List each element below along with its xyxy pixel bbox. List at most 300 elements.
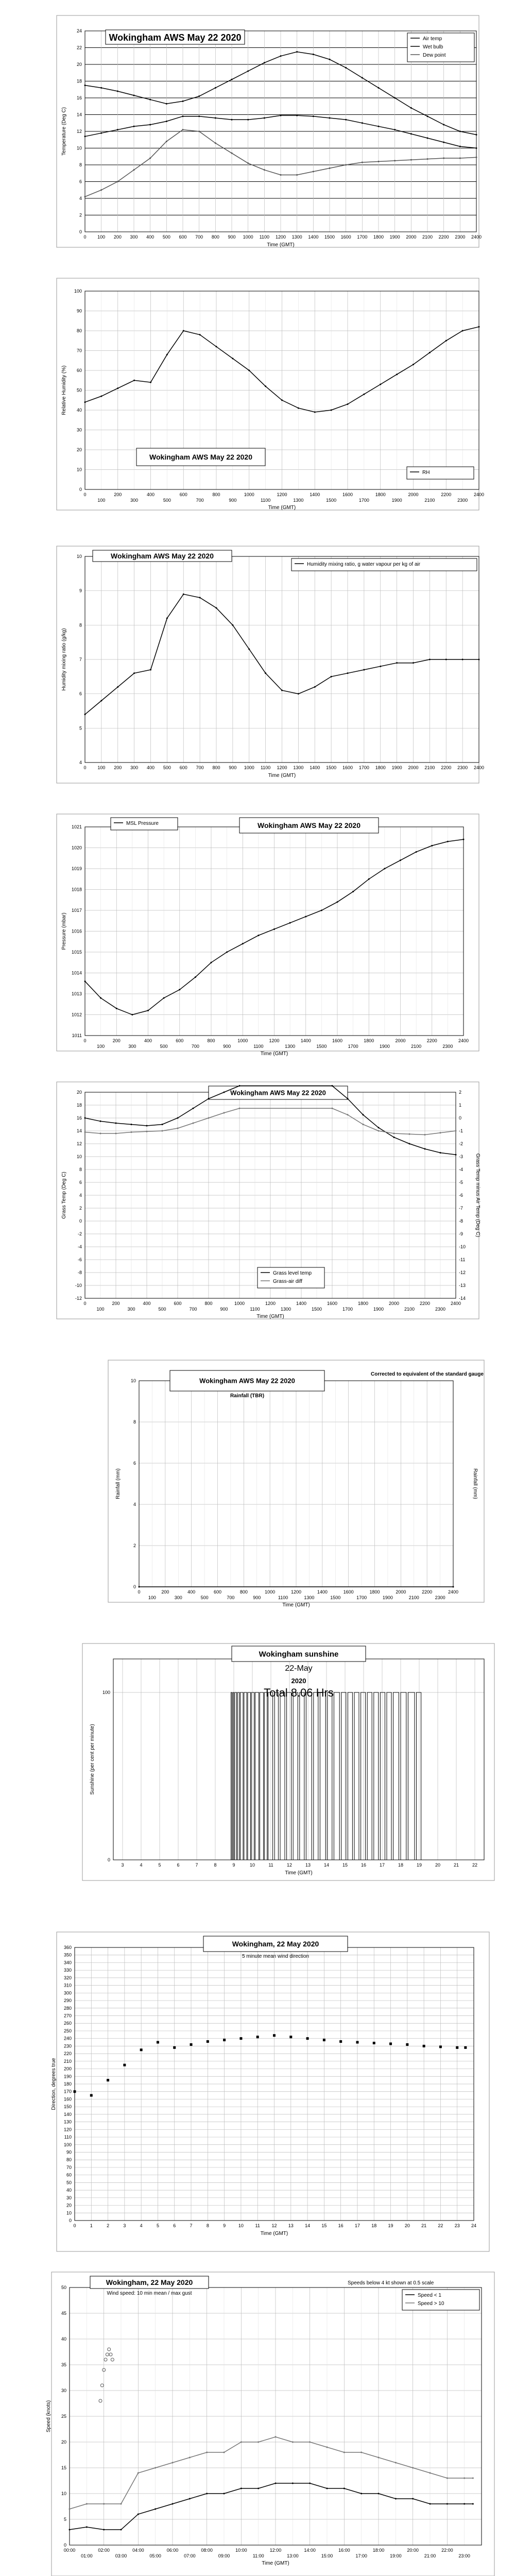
y-tick-label: 340 xyxy=(63,1960,72,1965)
series-point xyxy=(396,662,398,664)
x-tick-label: 1800 xyxy=(373,234,384,240)
series-point xyxy=(380,383,381,385)
y-tick-label: 16 xyxy=(76,1115,82,1121)
y-tick-label: 16 xyxy=(76,95,82,100)
x-tick-label: 1500 xyxy=(326,765,337,770)
series-point xyxy=(345,119,347,121)
x-tick-label-minor: 2300 xyxy=(435,1307,446,1312)
series-point xyxy=(231,79,233,80)
scatter-point xyxy=(323,2039,325,2041)
series-point xyxy=(84,135,86,137)
chart-3 xyxy=(57,546,484,783)
series-point xyxy=(305,916,306,918)
y-right-tick-label: -8 xyxy=(459,1218,464,1224)
x-tick-label: 1700 xyxy=(357,234,368,240)
series-point xyxy=(347,672,349,674)
series-point xyxy=(313,171,314,173)
y-tick-label: 0 xyxy=(79,1218,82,1224)
x-tick-label: 20 xyxy=(435,1862,441,1868)
y-tick-label: -10 xyxy=(75,1283,82,1288)
y-tick-label: 24 xyxy=(76,28,82,33)
series-point xyxy=(313,115,314,117)
chart-title: Wokingham AWS May 22 2020 xyxy=(258,821,360,829)
x-tick-label-minor: 03:00 xyxy=(115,2553,127,2558)
x-tick-label: 1 xyxy=(90,2223,93,2228)
series-point xyxy=(413,364,414,365)
y-tick-label: 30 xyxy=(66,2195,72,2200)
y-tick-label: 210 xyxy=(63,2058,72,2064)
x-tick-label: 21 xyxy=(421,2223,427,2228)
y-tick-label: 20 xyxy=(61,2439,66,2445)
y-tick-label: 8 xyxy=(133,1419,136,1425)
x-tick-label: 1600 xyxy=(343,1589,354,1595)
y-tick-label: 80 xyxy=(66,2157,72,2163)
series-point xyxy=(314,686,316,688)
y-tick-label: 14 xyxy=(76,1128,82,1133)
x-tick-label-minor: 300 xyxy=(130,498,139,503)
y-tick-label: 1020 xyxy=(71,845,82,851)
y-tick-label: 18 xyxy=(76,78,82,84)
series-point xyxy=(69,2509,71,2510)
series-point xyxy=(427,115,428,117)
series-point xyxy=(172,2462,174,2464)
series-point xyxy=(133,672,135,674)
x-tick-label: 1300 xyxy=(291,234,302,240)
y-tick-label: 0 xyxy=(68,2218,72,2223)
series-point xyxy=(189,2498,191,2500)
y-tick-label: 8 xyxy=(79,622,82,628)
x-tick-label-minor: 100 xyxy=(148,1595,156,1600)
series-point xyxy=(445,659,447,660)
x-tick-label-minor: 500 xyxy=(163,498,171,503)
series-point xyxy=(84,714,86,715)
x-tick-label: 0 xyxy=(83,765,87,770)
series-point xyxy=(100,700,102,702)
scatter-point xyxy=(140,2048,143,2051)
x-tick-label: 300 xyxy=(130,234,138,240)
series-point xyxy=(393,1133,395,1134)
x-tick-label: 1800 xyxy=(375,765,386,770)
scatter-point xyxy=(389,2042,392,2045)
series-point xyxy=(360,2493,362,2495)
x-tick-label: 7 xyxy=(195,1862,198,1868)
y-tick-label: 18 xyxy=(76,1103,82,1108)
x-tick-label: 23 xyxy=(454,2223,460,2228)
legend-label: Air temp xyxy=(423,36,442,42)
x-tick-label: 1100 xyxy=(259,234,270,240)
series-point xyxy=(430,2503,431,2505)
x-tick-label-minor: 1900 xyxy=(382,1595,393,1600)
series-point xyxy=(121,2529,122,2531)
x-tick-label-minor: 500 xyxy=(158,1307,166,1312)
series-point xyxy=(459,158,461,159)
x-tick-label: 1900 xyxy=(391,765,402,770)
series-point xyxy=(298,693,299,694)
x-tick-label-minor: 05:00 xyxy=(149,2553,161,2558)
x-tick-label-minor: 07:00 xyxy=(184,2553,196,2558)
x-tick-label: 16 xyxy=(360,1862,367,1868)
series-point xyxy=(429,352,431,353)
series-point xyxy=(378,2457,380,2459)
y-tick-label: 100 xyxy=(102,1690,110,1695)
y-axis-label: Humidity mixing ratio (g/kg) xyxy=(61,628,67,691)
series-point xyxy=(410,159,412,161)
x-tick-label: 2200 xyxy=(441,492,452,497)
chart-7 xyxy=(82,1643,494,1880)
series-point xyxy=(347,1098,349,1099)
x-tick-label-minor: 1100 xyxy=(260,498,271,503)
x-tick-label-minor: 01:00 xyxy=(81,2553,93,2558)
x-tick-label: 8 xyxy=(206,2223,209,2228)
x-tick-label-minor: 1300 xyxy=(280,1307,291,1312)
y-tick-label: 50 xyxy=(66,2180,72,2185)
series-point xyxy=(476,157,477,158)
scatter-point xyxy=(273,2034,276,2037)
series-point xyxy=(133,380,135,381)
series-point xyxy=(296,115,298,116)
x-tick-label: 2400 xyxy=(448,1589,459,1595)
legend-label: Speed < 1 xyxy=(418,2293,441,2298)
series-point xyxy=(447,2503,448,2505)
series-point xyxy=(211,962,212,963)
y-tick-label: 120 xyxy=(63,2127,72,2132)
series-point xyxy=(393,1137,395,1138)
x-tick-label: 1200 xyxy=(277,492,287,497)
series-point xyxy=(443,142,444,143)
series-point xyxy=(193,1123,194,1124)
series-point xyxy=(345,67,347,69)
chart-total: Total 8.06 Hrs xyxy=(264,1686,334,1699)
x-tick-label: 1800 xyxy=(369,1589,380,1595)
series-point xyxy=(459,146,461,147)
y-tick-label: 6 xyxy=(79,179,82,184)
series-point xyxy=(215,117,216,119)
x-tick-label: 600 xyxy=(179,765,187,770)
chart-frame xyxy=(82,1643,494,1880)
x-tick-label: 12 xyxy=(286,1862,293,1868)
x-tick-label: 2400 xyxy=(473,492,485,497)
chart-8 xyxy=(51,1932,489,2251)
series-point xyxy=(347,1114,349,1115)
series-point xyxy=(166,103,167,105)
x-tick-label: 0 xyxy=(83,1301,87,1306)
series-point xyxy=(163,997,165,999)
x-tick-label: 11 xyxy=(268,1862,273,1868)
y-tick-label: 1017 xyxy=(71,908,82,913)
y-tick-label: 250 xyxy=(63,2028,72,2033)
series-point xyxy=(362,162,363,163)
series-point xyxy=(100,189,102,191)
x-axis-label: Time (GMT) xyxy=(262,2561,289,2566)
chart-1 xyxy=(57,15,482,248)
y-tick-label: 12 xyxy=(76,129,82,134)
series-point xyxy=(416,851,417,853)
chart-frame xyxy=(52,2272,494,2576)
series-point xyxy=(309,2483,311,2484)
series-point xyxy=(424,1148,426,1150)
chart-year: 2020 xyxy=(291,1677,306,1685)
series-point xyxy=(248,649,250,650)
y-tick-label: 30 xyxy=(76,427,82,433)
series-point xyxy=(179,989,180,990)
x-tick-label: 06:00 xyxy=(166,2548,179,2553)
series-point xyxy=(103,2503,105,2505)
series-point xyxy=(472,2503,474,2505)
series-point xyxy=(363,394,365,395)
x-tick-label: 200 xyxy=(114,492,122,497)
x-tick-label: 0 xyxy=(83,1038,87,1043)
x-tick-label: 2400 xyxy=(473,765,485,770)
series-point xyxy=(224,2452,225,2453)
series-point xyxy=(394,160,396,161)
x-tick-label: 400 xyxy=(146,234,154,240)
x-tick-label: 800 xyxy=(207,1038,215,1043)
x-tick-label: 10 xyxy=(249,1862,255,1868)
y-tick-label: 70 xyxy=(76,348,82,353)
x-tick-label: 200 xyxy=(112,1301,120,1306)
series-point xyxy=(378,1127,380,1128)
series-point xyxy=(400,859,401,861)
x-tick-label-minor: 1900 xyxy=(373,1307,384,1312)
y-tick-label: 1013 xyxy=(71,991,82,996)
series-point xyxy=(139,1586,140,1588)
series-point xyxy=(344,2488,345,2489)
series-point xyxy=(131,1014,133,1015)
series-point xyxy=(198,131,200,132)
series-point xyxy=(363,1114,364,1115)
x-tick-label: 0 xyxy=(73,2223,76,2228)
x-tick-label: 900 xyxy=(229,765,237,770)
y-tick-label: 10 xyxy=(130,1378,136,1383)
series-point xyxy=(84,196,86,197)
series-point xyxy=(166,121,167,122)
series-point xyxy=(231,152,233,154)
y-tick-label: 10 xyxy=(76,467,82,472)
y-tick-label: 20 xyxy=(76,447,82,452)
scatter-point xyxy=(173,2046,176,2049)
series-point xyxy=(117,686,118,688)
y-right-tick-label: 1 xyxy=(459,1103,462,1108)
x-tick-label: 20 xyxy=(404,2223,410,2228)
series-point xyxy=(208,1117,210,1119)
series-point xyxy=(150,382,151,383)
x-tick-label: 17 xyxy=(379,1862,385,1868)
x-tick-label: 200 xyxy=(113,234,122,240)
y-tick-label: 100 xyxy=(63,2142,72,2147)
x-tick-label: 9 xyxy=(223,2223,226,2228)
x-tick-label: 15 xyxy=(321,2223,327,2228)
scatter-point xyxy=(423,2045,425,2047)
series-point xyxy=(117,129,118,130)
x-tick-label-minor: 500 xyxy=(200,1595,209,1600)
series-point xyxy=(224,1092,225,1093)
y-tick-label: 40 xyxy=(76,408,82,413)
x-tick-label: 2200 xyxy=(426,1038,437,1043)
series-point xyxy=(224,2493,225,2495)
y-tick-label: 10 xyxy=(66,2210,72,2216)
x-tick-label-minor: 2100 xyxy=(404,1307,415,1312)
series-point xyxy=(138,2514,139,2515)
y-tick-label: 15 xyxy=(61,2465,66,2470)
chart-title: Wokingham AWS May 22 2020 xyxy=(109,32,242,43)
series-point xyxy=(247,71,249,72)
x-tick-label-minor: 900 xyxy=(220,1307,228,1312)
series-point xyxy=(275,2436,277,2438)
x-tick-label: 1100 xyxy=(260,765,271,770)
y-tick-label: 50 xyxy=(61,2285,66,2290)
x-tick-label: 1200 xyxy=(277,765,287,770)
scatter-point xyxy=(289,2036,292,2038)
x-tick-label-minor: 23:00 xyxy=(458,2553,470,2558)
y-tick-label: 60 xyxy=(76,368,82,373)
x-tick-label-minor: 2300 xyxy=(435,1595,445,1600)
y-tick-label: 360 xyxy=(63,1945,72,1950)
y-tick-label: 290 xyxy=(63,1998,72,2004)
x-tick-label: 700 xyxy=(196,765,204,770)
series-point xyxy=(146,1131,148,1132)
scatter-point xyxy=(356,2041,358,2044)
series-point xyxy=(241,2488,242,2489)
x-tick-label-minor: 2100 xyxy=(408,1595,419,1600)
y-tick-label: 20 xyxy=(66,2202,72,2208)
x-tick-label: 14 xyxy=(305,2223,311,2228)
series-point xyxy=(430,2472,431,2474)
chart-title: Wokingham sunshine xyxy=(259,1650,339,1659)
series-point xyxy=(427,138,428,139)
chart-frame xyxy=(57,814,479,1051)
y-axis-label: Rainfall (mm) xyxy=(115,1468,121,1499)
x-tick-label-minor: 09:00 xyxy=(218,2553,230,2558)
series-point xyxy=(447,2478,448,2479)
x-tick-label: 19 xyxy=(388,2223,393,2228)
y-axis-label-right: Rainfall (mm) xyxy=(472,1468,478,1499)
series-point xyxy=(478,659,480,660)
x-tick-label: 2000 xyxy=(396,1589,406,1595)
x-tick-label: 1200 xyxy=(275,234,286,240)
x-tick-label: 200 xyxy=(114,765,122,770)
scatter-point xyxy=(464,2046,467,2049)
x-tick-label: 500 xyxy=(163,765,171,770)
x-tick-label: 1600 xyxy=(342,492,353,497)
series-point xyxy=(215,142,216,144)
x-tick-label: 00:00 xyxy=(63,2548,76,2553)
series-point xyxy=(329,59,331,60)
series-point xyxy=(462,330,464,332)
y-tick-label: 180 xyxy=(63,2081,72,2087)
series-point xyxy=(189,2457,191,2459)
legend-label: RH xyxy=(422,470,430,476)
series-point xyxy=(258,935,259,936)
x-tick-label: 800 xyxy=(204,1301,213,1306)
series-point xyxy=(239,1085,241,1087)
x-tick-label: 2200 xyxy=(441,765,452,770)
y-tick-label: 5 xyxy=(63,2517,66,2522)
scatter-point xyxy=(74,2090,76,2093)
series-point xyxy=(133,169,135,171)
series-point xyxy=(86,2503,88,2505)
series-point xyxy=(296,174,298,176)
chart-title: Wokingham AWS May 22 2020 xyxy=(230,1089,326,1097)
series-point xyxy=(264,62,265,63)
y-tick-label: -2 xyxy=(77,1231,82,1236)
series-point xyxy=(337,901,338,903)
series-point xyxy=(384,868,385,870)
series-point xyxy=(331,676,332,677)
x-tick-label-minor: 2100 xyxy=(424,498,435,503)
series-point xyxy=(378,2493,380,2495)
y-tick-label: 330 xyxy=(63,1968,72,1973)
y-tick-label: 1021 xyxy=(71,824,82,829)
series-point xyxy=(409,1143,410,1145)
y-tick-label: 80 xyxy=(76,328,82,333)
series-point xyxy=(329,167,331,169)
chart-note: Speeds below 4 kt shown at 0.5 scale xyxy=(348,2280,434,2286)
x-tick-label: 13 xyxy=(288,2223,294,2228)
series-point xyxy=(329,117,331,119)
x-tick-label-minor: 900 xyxy=(253,1595,261,1600)
y-right-tick-label: -3 xyxy=(459,1154,464,1159)
y-tick-label: 240 xyxy=(63,2036,72,2041)
y-tick-label: 25 xyxy=(61,2414,66,2419)
series-point xyxy=(84,84,86,86)
x-tick-label: 600 xyxy=(179,234,187,240)
series-point xyxy=(264,117,265,119)
x-tick-label: 400 xyxy=(146,765,155,770)
x-tick-label: 2200 xyxy=(419,1301,431,1306)
series-point xyxy=(216,607,217,609)
series-point xyxy=(292,2483,294,2484)
series-point xyxy=(146,1125,148,1127)
series-point xyxy=(231,119,233,121)
y-axis-label: Sunshine (per cent per minute) xyxy=(90,1724,95,1795)
x-tick-label: 02:00 xyxy=(98,2548,110,2553)
y-tick-label: 350 xyxy=(63,1952,72,1958)
series-point xyxy=(327,2488,328,2489)
x-tick-label-minor: 1300 xyxy=(293,498,304,503)
x-tick-label: 1000 xyxy=(265,1589,276,1595)
series-point xyxy=(149,124,151,126)
x-tick-label: 1200 xyxy=(265,1301,276,1306)
y-tick-label: 200 xyxy=(63,2066,72,2072)
series-point xyxy=(463,839,465,840)
series-point xyxy=(206,2452,208,2453)
series-point xyxy=(86,2527,88,2528)
scatter-point xyxy=(223,2039,226,2041)
y-tick-label: 1011 xyxy=(72,1033,82,1038)
series-point xyxy=(265,672,266,674)
series-point xyxy=(394,97,396,99)
y-tick-label: 40 xyxy=(66,2188,72,2193)
x-tick-label: 400 xyxy=(146,492,155,497)
x-tick-label: 600 xyxy=(179,492,187,497)
series-point xyxy=(309,2442,311,2443)
series-point xyxy=(199,597,201,599)
series-point xyxy=(321,910,322,911)
series-point xyxy=(455,1154,457,1156)
x-tick-label: 1400 xyxy=(310,765,320,770)
y-tick-label: 5 xyxy=(79,725,82,731)
x-tick-label: 1700 xyxy=(358,765,369,770)
x-tick-label: 9 xyxy=(232,1862,235,1868)
x-tick-label: 600 xyxy=(176,1038,184,1043)
x-tick-label-minor: 2100 xyxy=(411,1044,422,1049)
scatter-point xyxy=(190,2043,193,2046)
series-point xyxy=(149,99,151,100)
y-right-tick-label: 0 xyxy=(459,1115,462,1121)
x-tick-label: 2300 xyxy=(455,234,466,240)
series-point xyxy=(378,126,380,127)
x-tick-label: 14:00 xyxy=(304,2548,316,2553)
